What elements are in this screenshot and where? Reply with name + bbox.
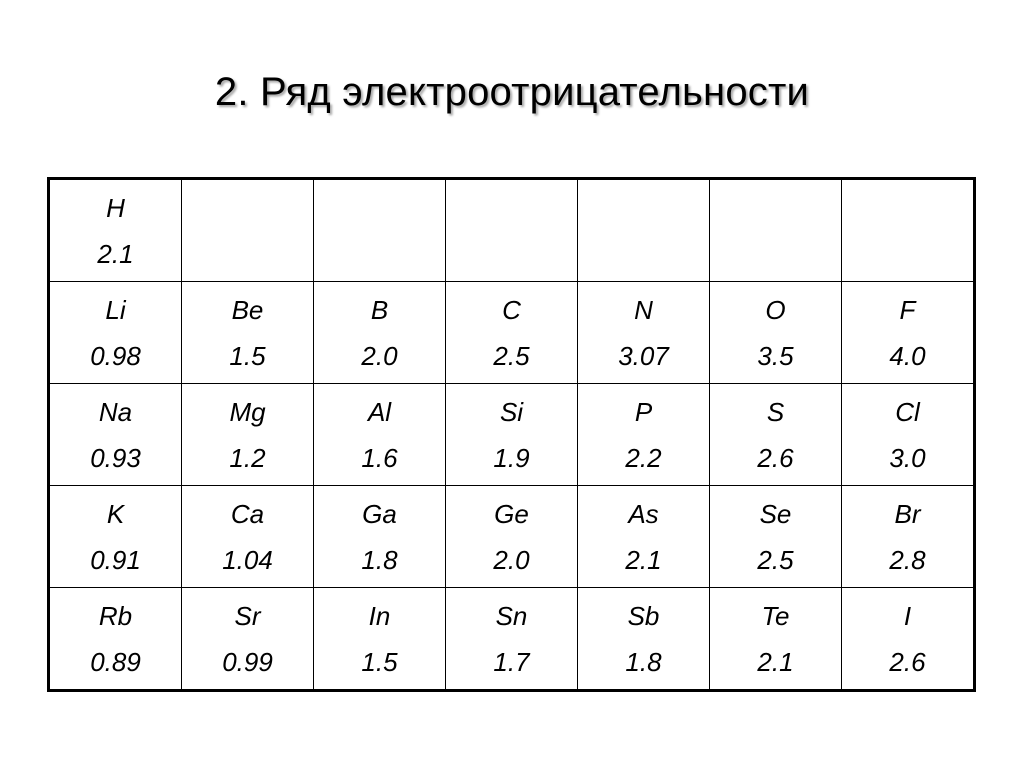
element-symbol: Se [759, 498, 792, 529]
element-symbol: N [634, 294, 653, 325]
element-symbol: C [502, 294, 521, 325]
table-cell [842, 384, 975, 486]
electronegativity-value: 2.0 [493, 544, 530, 575]
electronegativity-value: 2.8 [889, 544, 926, 575]
electronegativity-value: 4.0 [889, 340, 926, 371]
table-cell [446, 179, 578, 282]
element-symbol: Ge [494, 498, 529, 529]
table-cell [49, 384, 182, 486]
table-cell [710, 486, 842, 588]
electronegativity-value: 2.1 [757, 646, 794, 677]
table-row [49, 588, 975, 691]
table-cell [49, 179, 182, 282]
table-cell [314, 282, 446, 384]
table-row [49, 486, 975, 588]
electronegativity-value: 0.98 [90, 340, 141, 371]
element-symbol: Si [499, 396, 524, 427]
element-symbol: As [628, 498, 659, 529]
electronegativity-value: 2.6 [757, 442, 794, 473]
table-cell [842, 588, 975, 691]
table-cell [446, 588, 578, 691]
table-cell [182, 282, 314, 384]
element-symbol: Al [367, 396, 392, 427]
element-symbol: F [899, 294, 916, 325]
electronegativity-value: 1.2 [229, 442, 266, 473]
element-symbol: Ca [230, 498, 265, 529]
element-symbol: In [368, 600, 391, 631]
table-row [49, 384, 975, 486]
electronegativity-value: 0.89 [90, 646, 141, 677]
electronegativity-value: 1.6 [361, 442, 398, 473]
table-cell [578, 282, 710, 384]
electronegativity-value: 1.8 [625, 646, 662, 677]
electronegativity-value: 1.9 [493, 442, 530, 473]
electronegativity-value: 2.5 [493, 340, 530, 371]
electronegativity-value: 0.93 [90, 442, 141, 473]
table-cell [182, 384, 314, 486]
table-cell [182, 588, 314, 691]
element-symbol: Mg [229, 396, 266, 427]
table-cell [314, 179, 446, 282]
table-cell [446, 384, 578, 486]
electronegativity-value: 1.7 [493, 646, 530, 677]
table-cell [578, 384, 710, 486]
electronegativity-value: 2.2 [625, 442, 662, 473]
element-symbol: Sb [627, 600, 660, 631]
table-cell [446, 486, 578, 588]
electronegativity-value: 2.0 [361, 340, 398, 371]
element-symbol: Br [894, 498, 921, 529]
element-symbol: S [766, 396, 785, 427]
table-cell [578, 486, 710, 588]
element-symbol: P [634, 396, 653, 427]
table-cell [842, 486, 975, 588]
electronegativity-value: 1.8 [361, 544, 398, 575]
table-cell [710, 588, 842, 691]
electronegativity-value: 1.04 [222, 544, 273, 575]
electronegativity-table [47, 177, 976, 692]
table-cell [314, 486, 446, 588]
table-cell [842, 282, 975, 384]
electronegativity-value: 2.6 [889, 646, 926, 677]
element-symbol: I [903, 600, 912, 631]
element-symbol: Ga [362, 498, 397, 529]
table-cell [314, 384, 446, 486]
table-cell [710, 384, 842, 486]
electronegativity-value: 2.1 [97, 238, 134, 269]
electronegativity-value: 1.5 [361, 646, 398, 677]
table-cell [446, 282, 578, 384]
element-symbol: K [106, 498, 125, 529]
element-symbol: Na [98, 396, 133, 427]
element-symbol: Rb [98, 600, 133, 631]
electronegativity-value: 2.1 [625, 544, 662, 575]
table-cell [710, 179, 842, 282]
table-row [49, 179, 975, 282]
slide-title: 2. Ряд электроотрицательности [214, 70, 810, 114]
table-cell [578, 588, 710, 691]
electronegativity-value: 2.5 [757, 544, 794, 575]
electronegativity-value: 1.5 [229, 340, 266, 371]
electronegativity-value: 3.07 [618, 340, 669, 371]
table-cell [49, 282, 182, 384]
electronegativity-value: 3.0 [889, 442, 926, 473]
element-symbol: Be [231, 294, 264, 325]
table-cell [182, 179, 314, 282]
table-cell [314, 588, 446, 691]
table-cell [49, 588, 182, 691]
electronegativity-value: 3.5 [757, 340, 794, 371]
table-cell [182, 486, 314, 588]
element-symbol: H [106, 192, 125, 223]
table-cell [49, 486, 182, 588]
element-symbol: Sn [495, 600, 528, 631]
element-symbol: Cl [895, 396, 920, 427]
table-row [49, 282, 975, 384]
table-cell [710, 282, 842, 384]
element-symbol: Sr [234, 600, 261, 631]
table-cell [578, 179, 710, 282]
element-symbol: Te [761, 600, 790, 631]
electronegativity-value: 0.99 [222, 646, 273, 677]
element-symbol: B [370, 294, 389, 325]
electronegativity-value: 0.91 [90, 544, 141, 575]
table-cell [842, 179, 975, 282]
element-symbol: Li [105, 294, 126, 325]
element-symbol: O [765, 294, 786, 325]
